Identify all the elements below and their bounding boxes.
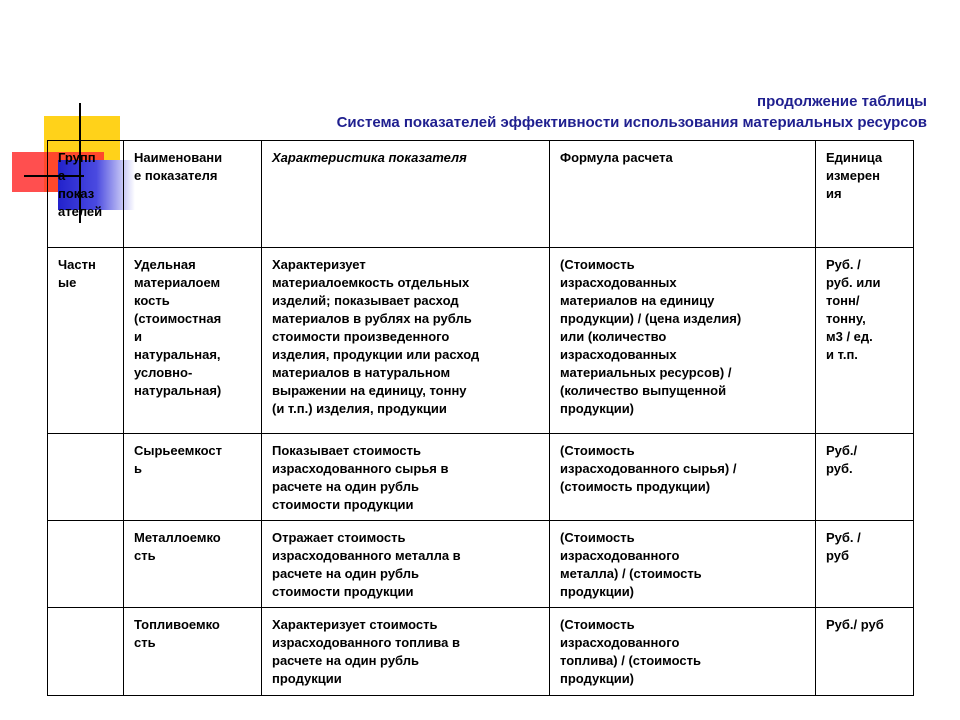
header-unit: Единица измерен ия [816,141,914,248]
indicator-formula: (Стоимость израсходованного металла) / (стоимость продукции) [550,520,816,608]
indicators-table [47,140,914,696]
group-cell-empty [48,608,124,696]
indicator-characteristic: Характеризует стоимость израсходованного топлива в расчете на один рубль продукции [262,608,550,696]
indicator-formula: (Стоимость израсходованного сырья) / (стоимость продукции) [550,434,816,521]
header-group: Групп а показ ателей [48,141,124,248]
table-header-row [48,141,914,248]
page-title: Система показателей эффективности использования материальных ресурсов [336,114,927,131]
group-cell: Частн ые [48,247,124,433]
table-row [48,247,914,433]
header-characteristic: Характеристика показателя [262,141,550,248]
indicator-name: Топливоемко сть [124,608,262,696]
left-margin-line [47,140,48,696]
table-row [48,434,914,521]
table-row [48,608,914,696]
group-cell-empty [48,520,124,608]
indicator-unit: Руб. / руб [816,520,914,608]
indicator-name: Сырьеемкост ь [124,434,262,521]
indicator-formula: (Стоимость израсходованного топлива) / (стоимость продукции) [550,608,816,696]
indicator-formula: (Стоимость израсходованных материалов на единицу продукции) / (цена изделия) или (количество израсходованных материальных ресурсов) / (количество выпущенной продукции) [550,247,816,433]
group-cell-empty [48,434,124,521]
header-formula: Формула расчета [550,141,816,248]
subheading: продолжение таблицы [757,93,927,110]
indicator-name: Удельная материалоем кость (стоимостная и натуральная, условно- натуральная) [124,247,262,433]
indicator-characteristic: Показывает стоимость израсходованного сырья в расчете на один рубль стоимости продукции [262,434,550,521]
table-row [48,520,914,608]
header-name: Наименовани е показателя [124,141,262,248]
indicator-characteristic: Отражает стоимость израсходованного металла в расчете на один рубль стоимости продукции [262,520,550,608]
indicator-unit: Руб./ руб. [816,434,914,521]
indicator-characteristic: Характеризует материалоемкость отдельных изделий; показывает расход материалов в рублях на рубль стоимости произведенного изделия, продукции или расход материалов в натуральном выражении на единицу, тонну (и т.п.) изделия, продукции [262,247,550,433]
indicator-unit: Руб. / руб. или тонн/ тонну, м3 / ед. и т.п. [816,247,914,433]
indicator-name: Металлоемко сть [124,520,262,608]
indicator-unit: Руб./ руб [816,608,914,696]
